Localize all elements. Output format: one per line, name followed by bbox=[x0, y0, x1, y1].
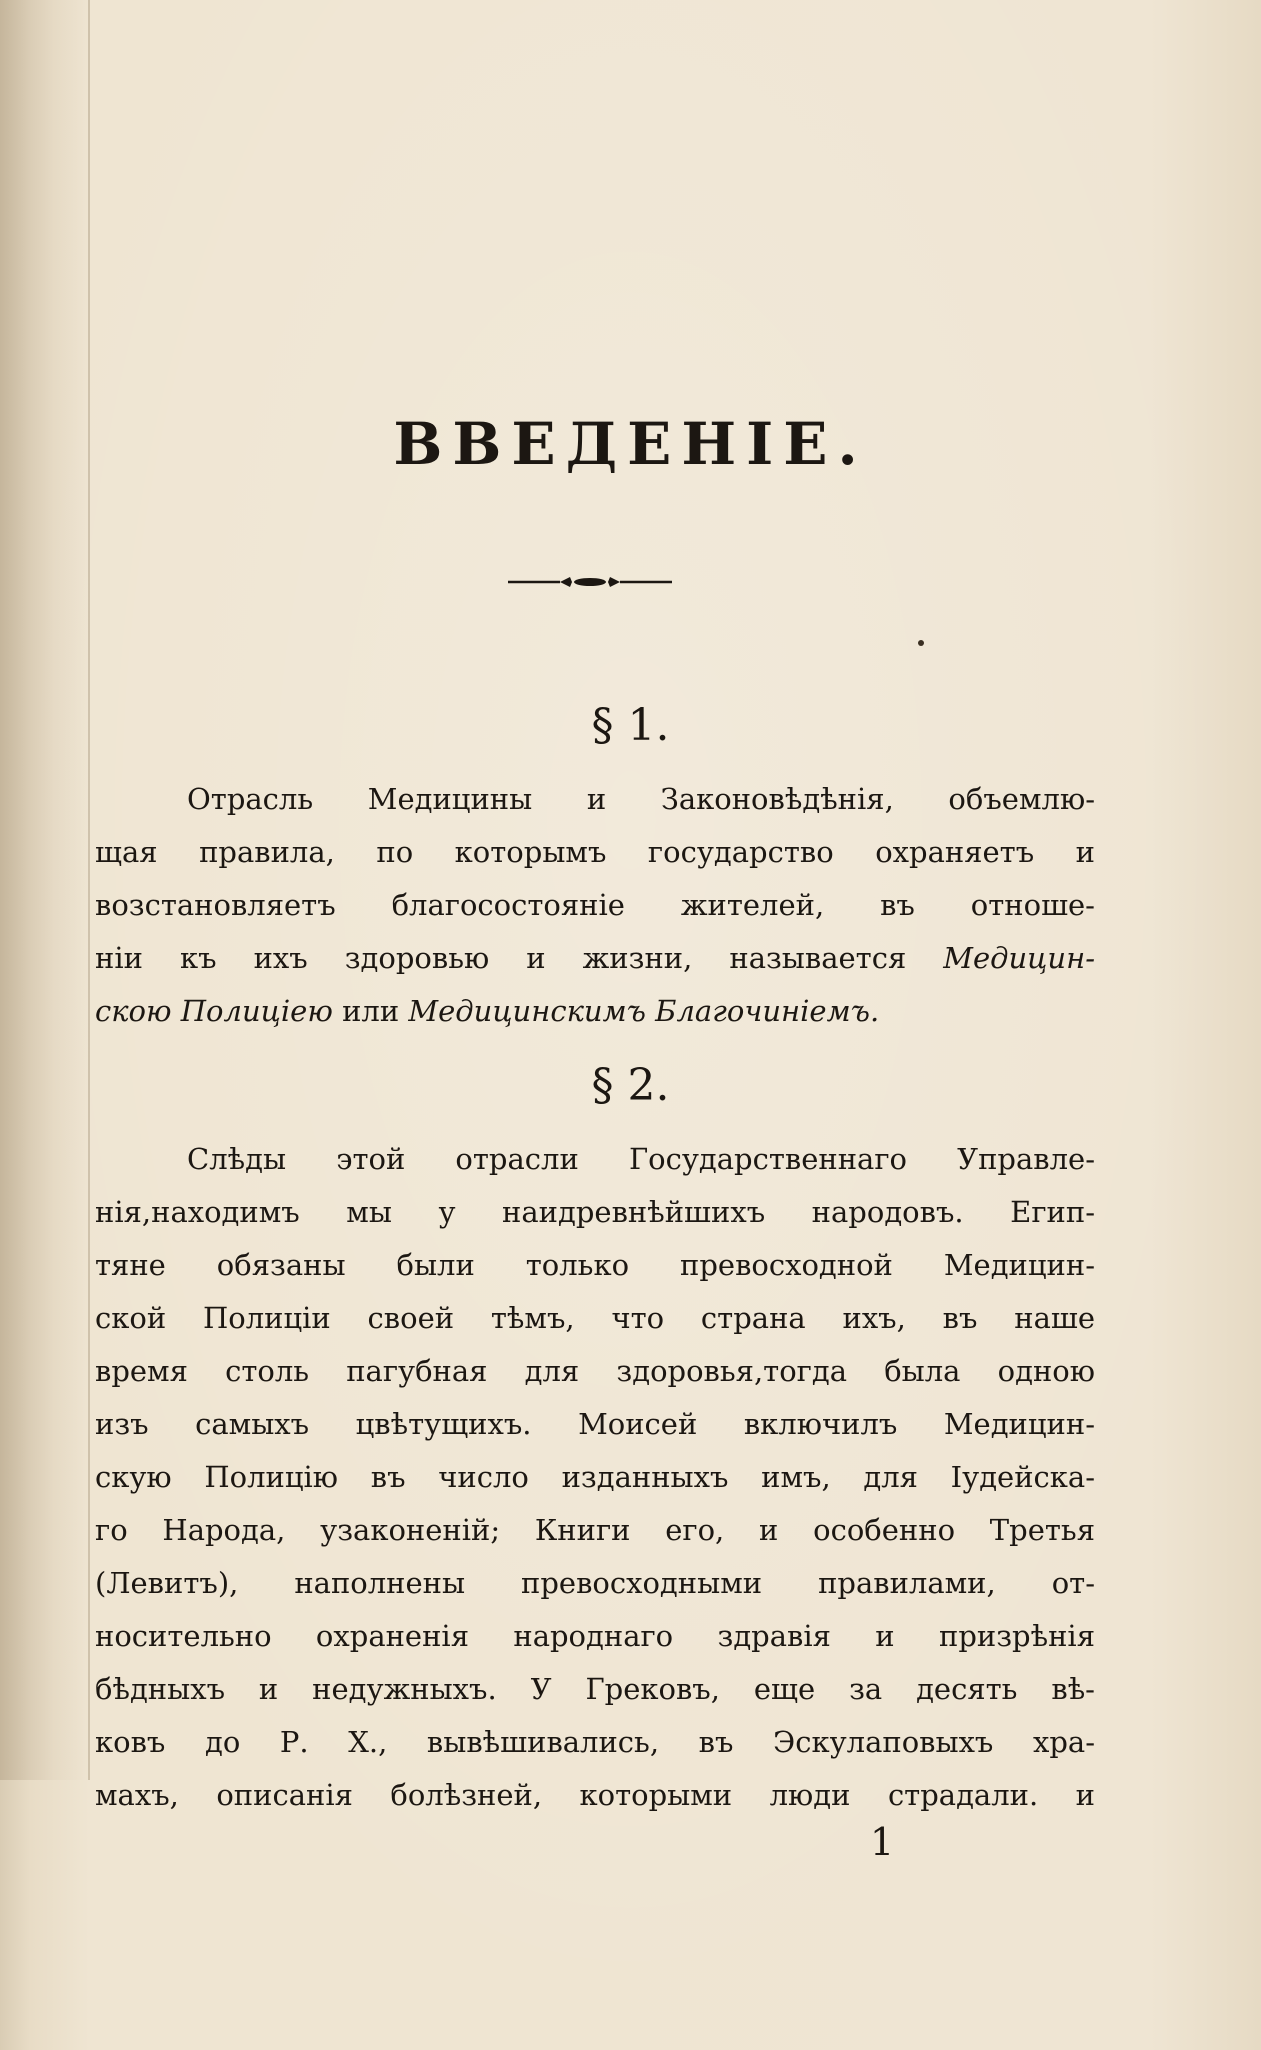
page-edge bbox=[88, 0, 90, 1780]
paragraph-1-line-4 bbox=[95, 932, 1095, 985]
paragraph-2-line-6: изъ самыхъ цвѣтущихъ. Моисей включилъ Медицин- bbox=[95, 1407, 1095, 1441]
paragraph-2-line-13: махъ, описанія болѣзней, которыми люди страдали. и bbox=[95, 1778, 1095, 1812]
ornament-divider-icon bbox=[500, 572, 680, 592]
spine-shadow bbox=[0, 0, 90, 1780]
paragraph-2-line-2: нія,находимъ мы у наидревнѣйшихъ народовъ. Егип- bbox=[95, 1195, 1095, 1229]
chapter-heading: ВВЕДЕНІЕ. bbox=[393, 410, 868, 478]
paragraph-2-line-5: время столь пагубная для здоровья,тогда была одною bbox=[95, 1354, 1095, 1388]
paragraph-2-line-12: ковъ до Р. Х., вывѣшивались, въ Эскулаповыхъ хра- bbox=[95, 1725, 1095, 1759]
paragraph-2-line-1: Слѣды этой отрасли Государственнаго Управле- bbox=[187, 1142, 1095, 1176]
ink-speck bbox=[918, 640, 924, 646]
paragraph-1-line-3: возстановляетъ благосостояніе жителей, въ отноше- bbox=[95, 888, 1095, 922]
paragraph-2 bbox=[95, 1133, 1095, 1822]
term-medical-police-part-1: Медицин- bbox=[943, 941, 1095, 975]
paragraph-2-line-11: бѣдныхъ и недужныхъ. У Грековъ, еще за десять вѣ- bbox=[95, 1672, 1095, 1706]
paragraph-1-line-1: Отрасль Медицины и Законовѣдѣнія, объемлю- bbox=[187, 782, 1095, 816]
section-mark-1: § 1. bbox=[591, 700, 670, 751]
term-medical-order: Медицинскимъ Благочиніемъ. bbox=[408, 994, 880, 1028]
paragraph-1-line-2: щая правила, по которымъ государство охраняетъ и bbox=[95, 835, 1095, 869]
paragraph-2-line-10: носительно охраненія народнаго здравія и призрѣнія bbox=[95, 1619, 1095, 1653]
paragraph-2-line-8: го Народа, узаконеній; Книги его, и особенно Третья bbox=[95, 1513, 1095, 1547]
paragraph-1 bbox=[95, 773, 1095, 1038]
paragraph-1-line-5 bbox=[95, 985, 1095, 1038]
paragraph-2-line-7: скую Полицію въ число изданныхъ имъ, для Іудейска- bbox=[95, 1460, 1095, 1494]
paragraph-2-line-9: (Левитъ), наполнены превосходными правилами, от- bbox=[95, 1566, 1095, 1600]
page-number: 1 bbox=[870, 1820, 895, 1864]
section-mark-2: § 2. bbox=[591, 1060, 670, 1111]
term-medical-police-part-2: скою Полиціею bbox=[95, 994, 333, 1028]
paragraph-2-line-3: тяне обязаны были только превосходной Медицин- bbox=[95, 1248, 1095, 1282]
paragraph-1-line-4-text: ніи къ ихъ здоровью и жизни, называется bbox=[95, 941, 907, 975]
paragraph-2-line-4: ской Полиціи своей тѣмъ, что страна ихъ, въ наше bbox=[95, 1301, 1095, 1335]
connector-word: или bbox=[342, 994, 400, 1028]
